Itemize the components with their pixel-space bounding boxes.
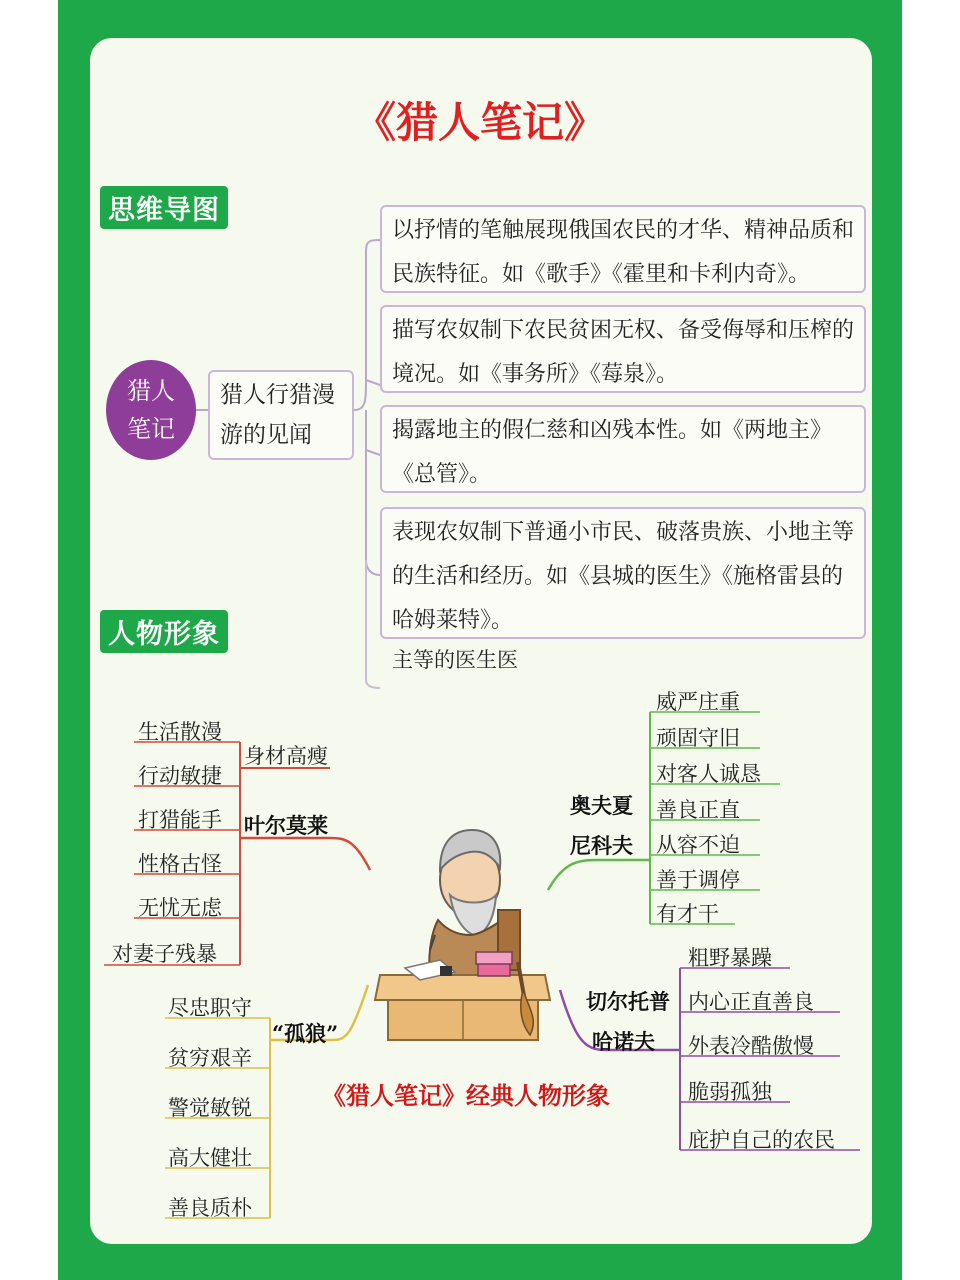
ao-name-line2: 尼科夫 <box>570 833 633 858</box>
qie-trait: 内心正直善良 <box>688 990 814 1014</box>
gulang-trait: 尽忠职守 <box>168 996 252 1020</box>
gulang-name: “孤狼” <box>272 1021 339 1046</box>
gulang-trait: 善良质朴 <box>168 1196 252 1220</box>
yeer-trait: 生活散漫 <box>138 720 222 744</box>
ao-trait: 从容不迫 <box>656 833 740 857</box>
mindmap-branch-node: 猎人行猎漫游的见闻 <box>208 370 354 460</box>
yeer-trait: 打猎能手 <box>138 808 222 832</box>
yeer-trait: 对妻子残暴 <box>112 942 217 966</box>
qie-name-line1: 切尔托普 <box>586 989 670 1014</box>
mindmap-leaf-4: 表现农奴制下普通小市民、破落贵族、小地主等的生活和经历。如《县城的医生》《施格雷县的哈姆莱特》。 <box>380 507 866 639</box>
mindmap-overflow-text: 主等的医生医 <box>392 648 518 672</box>
yeer-trait: 性格古怪 <box>138 852 222 876</box>
mindmap-center-node <box>106 360 196 460</box>
characters-caption: 《猎人笔记》经典人物形象 <box>322 1082 610 1110</box>
mindmap-leaf-1: 以抒情的笔触展现俄国农民的才华、精神品质和民族特征。如《歌手》《霍里和卡利内奇》。 <box>380 205 866 293</box>
ao-trait: 有才干 <box>656 902 719 926</box>
yeer-sub-label: 身材高瘦 <box>244 744 328 768</box>
qie-trait: 外表冷酷傲慢 <box>688 1034 814 1058</box>
yeer-trait: 行动敏捷 <box>138 764 222 788</box>
mindmap-leaf-3: 揭露地主的假仁慈和凶残本性。如《两地主》《总管》。 <box>380 405 866 493</box>
gulang-trait: 贫穷艰辛 <box>168 1046 252 1070</box>
gulang-trait: 警觉敏锐 <box>168 1096 252 1120</box>
yeer-trait: 无忧无虑 <box>138 896 222 920</box>
qie-name-line2: 哈诺夫 <box>592 1029 655 1054</box>
section-label-mindmap: 思维导图 <box>100 186 228 229</box>
ao-trait: 威严庄重 <box>656 690 740 714</box>
ao-trait: 善良正直 <box>656 798 740 822</box>
mindmap-leaf-2: 描写农奴制下农民贫困无权、备受侮辱和压榨的境况。如《事务所》《莓泉》。 <box>380 305 866 393</box>
center-node-label: 猎人笔记 <box>127 377 175 443</box>
ao-trait: 对客人诚恳 <box>656 762 761 786</box>
yeer-name: 叶尔莫莱 <box>244 813 328 838</box>
ao-name-line1: 奥夫夏 <box>570 793 633 818</box>
qie-trait: 脆弱孤独 <box>688 1080 772 1104</box>
section-label-characters: 人物形象 <box>100 610 228 653</box>
qie-trait: 庇护自己的农民 <box>688 1128 835 1152</box>
page-title: 《猎人笔记》 <box>353 98 606 147</box>
qie-trait: 粗野暴躁 <box>688 946 772 970</box>
ao-trait: 善于调停 <box>656 868 740 892</box>
gulang-trait: 高大健壮 <box>168 1146 252 1170</box>
ao-trait: 顽固守旧 <box>656 726 740 750</box>
